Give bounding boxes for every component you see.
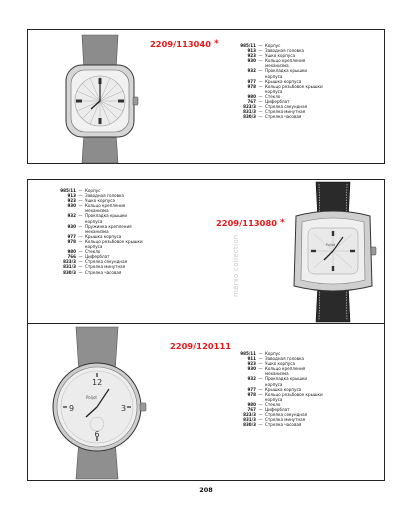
watch-image-round-case — [48, 327, 148, 479]
part-dash: — — [258, 109, 263, 115]
part-name: Кольцо резьбовое крышки корпуса — [85, 238, 143, 250]
part-dash: — — [258, 422, 263, 428]
part-code: 830/3 — [243, 422, 256, 428]
part-dash: — — [78, 233, 83, 239]
part-dash: — — [258, 93, 263, 99]
part-name: Стекло — [85, 249, 101, 255]
part-dash: — — [258, 356, 263, 362]
part-dash: — — [258, 407, 263, 413]
part-name: Стрелка минутная — [85, 264, 126, 270]
part-code: 980 — [67, 249, 76, 255]
part-dash: — — [258, 58, 263, 64]
part-name: Стрелка минутная — [265, 109, 306, 115]
part-name: Заводная головка — [265, 48, 305, 54]
part-name: Прокладка крышки корпуса — [265, 68, 308, 79]
part-code: 978 — [247, 391, 256, 397]
dial-brand: Poljot — [86, 395, 97, 400]
part-name: Кольцо крепления механизма — [265, 58, 306, 69]
part-dash: — — [78, 238, 83, 244]
part-dash: — — [258, 366, 263, 372]
part-row — [228, 58, 323, 68]
part-dash: — — [258, 83, 263, 89]
part-code: 766 — [67, 254, 76, 260]
parts-list — [48, 188, 143, 275]
part-name: Стекло — [265, 401, 281, 407]
part-name: Корпус — [85, 188, 101, 193]
part-code: 823/3 — [243, 104, 256, 110]
part-code: 911 — [247, 356, 256, 362]
part-code: 978 — [67, 238, 76, 244]
part-row — [228, 392, 323, 402]
part-dash: — — [258, 401, 263, 407]
part-dash: — — [258, 361, 263, 367]
part-code: 932 — [247, 68, 256, 74]
part-code: 767 — [247, 99, 256, 105]
section-2209-113040 — [27, 29, 385, 164]
part-dash: — — [258, 48, 263, 54]
part-code: 923 — [247, 361, 256, 367]
part-code: 985/11 — [240, 43, 256, 48]
part-code: 980 — [247, 93, 256, 99]
part-row — [48, 224, 143, 234]
part-dash: — — [78, 259, 83, 265]
part-dash: — — [258, 68, 263, 74]
part-code: 932 — [247, 376, 256, 382]
part-code: 977 — [247, 78, 256, 84]
part-name: Стрелка минутная — [265, 417, 306, 423]
part-code: 767 — [247, 407, 256, 413]
part-dash: — — [258, 104, 263, 110]
part-name: Заводная головка — [265, 356, 305, 362]
part-code: 830/3 — [243, 114, 256, 120]
part-name: Кольцо крепления механизма — [85, 203, 126, 214]
part-dash: — — [78, 203, 83, 209]
part-code: 823/3 — [243, 412, 256, 418]
part-code: 823/3 — [63, 259, 76, 265]
part-name: Стрелка часовая — [85, 269, 122, 275]
part-code: 913 — [67, 193, 76, 199]
part-dash: — — [258, 412, 263, 418]
part-name: Корпус — [265, 351, 281, 356]
part-code: 930 — [67, 223, 76, 229]
part-dash: — — [78, 254, 83, 260]
part-code: 980 — [247, 401, 256, 407]
part-row — [48, 270, 143, 275]
part-name: Стрелка секундная — [265, 104, 308, 110]
model-asterisk: * — [280, 218, 285, 228]
section-2209-120111 — [27, 324, 385, 481]
dial-numeral-9: 9 — [69, 404, 75, 413]
model-number — [150, 39, 219, 49]
page-number: 208 — [199, 486, 213, 494]
part-row — [228, 366, 323, 376]
part-dash: — — [258, 78, 263, 84]
part-name: Крышка корпуса — [265, 386, 302, 392]
part-row — [228, 114, 323, 119]
part-dash: — — [258, 351, 263, 356]
part-dash: — — [258, 99, 263, 105]
model-number-text: 2209/113040 — [150, 39, 212, 49]
part-name: Корпус — [265, 43, 281, 48]
part-row — [228, 84, 323, 94]
part-name: Кольцо резьбовое крышки корпуса — [265, 391, 323, 402]
dial-numeral-6: 6 — [94, 430, 100, 439]
part-name: Стрелка часовая — [265, 422, 302, 428]
part-name: Прокладка крышки корпуса — [85, 213, 128, 224]
part-dash: — — [78, 249, 83, 255]
dial-brand: Poljot — [326, 243, 336, 247]
part-code: 831/3 — [63, 264, 76, 270]
part-dash: — — [78, 223, 83, 229]
catalog-page — [27, 29, 385, 501]
part-code: 830/3 — [63, 269, 76, 275]
model-number-text: 2209/113080 — [216, 218, 278, 228]
part-name: Крышка корпуса — [265, 78, 302, 84]
part-name: Ушко корпуса — [85, 198, 115, 204]
part-code: 913 — [247, 48, 256, 54]
part-name: Пружинка крепления механизма — [85, 223, 132, 234]
part-name: Ушко корпуса — [265, 53, 295, 59]
part-name: Стрелка часовая — [265, 114, 302, 120]
part-dash: — — [258, 53, 263, 59]
model-number-text: 2209/120111 — [170, 341, 232, 351]
part-dash: — — [258, 43, 263, 48]
parts-list — [228, 43, 323, 119]
part-code: 930 — [67, 203, 76, 209]
part-dash: — — [258, 417, 263, 423]
part-dash: — — [258, 386, 263, 392]
part-name: Циферблат — [265, 407, 290, 413]
part-name: Стекло — [265, 93, 281, 99]
section-2209-113080 — [27, 179, 385, 324]
part-dash: — — [78, 198, 83, 204]
part-row — [48, 203, 143, 213]
part-name: Ушко корпуса — [265, 361, 295, 367]
part-dash: — — [258, 114, 263, 120]
part-code: 831/3 — [243, 109, 256, 115]
part-name: Стрелка секундная — [85, 259, 128, 265]
part-row — [228, 422, 323, 427]
model-asterisk: * — [214, 39, 219, 49]
model-number — [170, 341, 231, 351]
part-code: 985/11 — [60, 188, 76, 193]
part-name: Заводная головка — [85, 193, 125, 199]
part-code: 932 — [67, 213, 76, 219]
part-row — [48, 213, 143, 223]
part-code: 923 — [67, 198, 76, 204]
part-code: 977 — [67, 233, 76, 239]
watch-image-barrel-case — [288, 182, 378, 322]
model-number — [216, 218, 285, 228]
dial-numeral-3: 3 — [121, 404, 127, 413]
watermark: merxo collection — [232, 234, 240, 297]
part-code: 977 — [247, 386, 256, 392]
part-row — [228, 68, 323, 78]
part-code: 923 — [247, 53, 256, 59]
dial-numeral-12: 12 — [92, 378, 103, 387]
part-name: Кольцо резьбовое крышки корпуса — [265, 83, 323, 94]
part-name: Кольцо крепления механизма — [265, 366, 306, 377]
part-dash: — — [258, 391, 263, 397]
part-dash: — — [78, 264, 83, 270]
part-name: Циферблат — [265, 99, 290, 105]
part-name: Стрелка секундная — [265, 412, 308, 418]
part-code: 985/11 — [240, 351, 256, 356]
part-row — [228, 376, 323, 386]
part-code: 930 — [247, 58, 256, 64]
part-code: 930 — [247, 366, 256, 372]
part-name: Циферблат — [85, 254, 110, 260]
part-dash: — — [78, 188, 83, 193]
parts-list — [228, 351, 323, 427]
part-dash: — — [78, 269, 83, 275]
part-dash: — — [78, 193, 83, 199]
part-code: 978 — [247, 83, 256, 89]
part-row — [48, 239, 143, 249]
part-dash: — — [258, 376, 263, 382]
watch-image-cushion-case — [60, 35, 140, 163]
part-code: 831/3 — [243, 417, 256, 423]
part-name: Прокладка крышки корпуса — [265, 376, 308, 387]
part-dash: — — [78, 213, 83, 219]
part-name: Крышка корпуса — [85, 233, 122, 239]
